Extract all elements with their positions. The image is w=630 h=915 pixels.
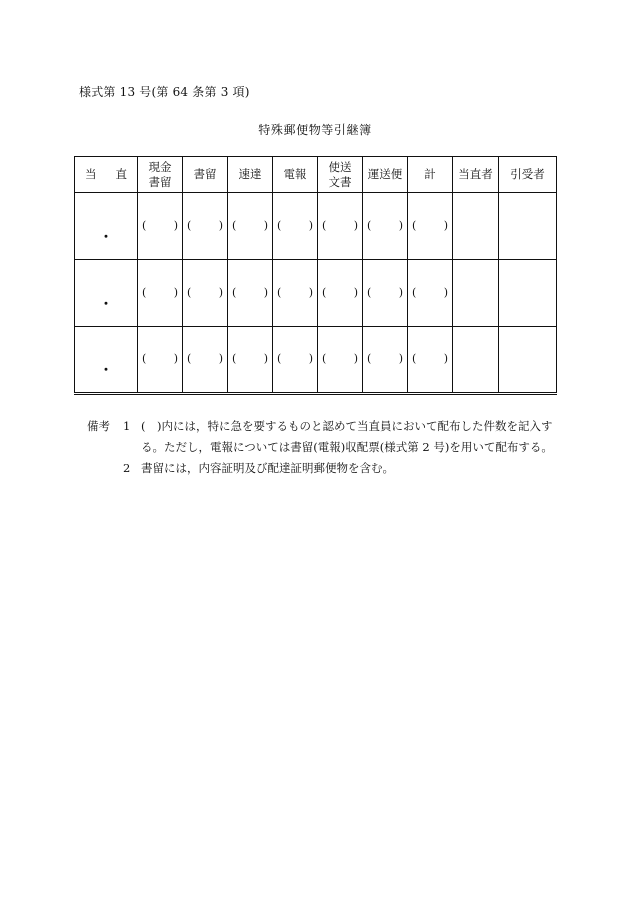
paren-open: ( <box>232 352 237 365</box>
table-row <box>75 193 557 260</box>
urgent-count-parentheses <box>363 219 407 234</box>
column-header-line: 書留 <box>193 167 217 181</box>
paren-open: ( <box>322 285 327 299</box>
paren-close: ) <box>173 285 178 299</box>
document-title: 特殊郵便物等引継簿 <box>258 123 372 137</box>
remarks-label: 備考 <box>87 419 110 433</box>
paren-open: ( <box>367 285 372 299</box>
receiver-cell[interactable] <box>499 260 557 327</box>
paren-close: ) <box>218 285 223 299</box>
handover-ledger-table <box>74 156 557 395</box>
remark-item <box>87 458 557 479</box>
count-cell[interactable] <box>318 193 363 260</box>
paren-open: ( <box>277 218 282 232</box>
count-cell[interactable] <box>318 260 363 327</box>
receiver-cell[interactable] <box>499 327 557 394</box>
remark-number: 1 <box>123 419 131 433</box>
column-header-transport <box>363 157 408 193</box>
duty-date-cell[interactable] <box>75 193 138 260</box>
paren-open: ( <box>187 352 192 365</box>
count-cell[interactable] <box>228 327 273 394</box>
table-header-row <box>75 157 557 193</box>
paren-close: ) <box>398 285 403 299</box>
receiver-cell[interactable] <box>499 193 557 260</box>
urgent-count-parentheses <box>228 286 272 301</box>
column-header-line: 使送 <box>328 159 352 174</box>
count-cell[interactable] <box>138 193 183 260</box>
date-separator-dot: ・ <box>99 229 113 245</box>
column-header-line: 速達 <box>238 167 262 181</box>
count-cell[interactable] <box>183 327 228 394</box>
count-cell[interactable] <box>408 193 453 260</box>
urgent-count-parentheses <box>363 352 407 367</box>
date-header-char-1: 当 <box>85 167 97 181</box>
paren-open: ( <box>322 352 327 365</box>
count-cell[interactable] <box>138 260 183 327</box>
paren-close: ) <box>263 352 268 365</box>
paren-close: ) <box>443 352 448 365</box>
paren-close: ) <box>353 218 358 232</box>
column-header-registered <box>183 157 228 193</box>
paren-open: ( <box>187 218 192 232</box>
paren-close: ) <box>173 218 178 232</box>
column-header-line: 現金 <box>148 159 172 174</box>
paren-close: ) <box>398 352 403 365</box>
column-header-courier-documents <box>318 157 363 193</box>
paren-close: ) <box>308 285 313 299</box>
duty-date-cell[interactable] <box>75 260 138 327</box>
count-cell[interactable] <box>363 260 408 327</box>
urgent-count-parentheses <box>273 286 317 301</box>
column-header-duty-date <box>75 157 138 193</box>
urgent-count-parentheses <box>138 286 182 301</box>
urgent-count-parentheses <box>228 219 272 234</box>
column-header-line: 運送便 <box>367 167 403 181</box>
urgent-count-parentheses <box>408 286 452 301</box>
table-row <box>75 327 557 394</box>
count-cell[interactable] <box>363 327 408 394</box>
paren-open: ( <box>322 218 327 232</box>
paren-close: ) <box>398 218 403 232</box>
count-cell[interactable] <box>408 327 453 394</box>
paren-open: ( <box>277 285 282 299</box>
paren-close: ) <box>263 218 268 232</box>
count-cell[interactable] <box>318 327 363 394</box>
paren-close: ) <box>353 352 358 365</box>
urgent-count-parentheses <box>138 352 182 367</box>
urgent-count-parentheses <box>183 286 227 301</box>
column-header-express <box>228 157 273 193</box>
paren-open: ( <box>412 218 417 232</box>
column-header-cash-registered <box>138 157 183 193</box>
count-cell[interactable] <box>228 193 273 260</box>
paren-open: ( <box>232 285 237 299</box>
count-cell[interactable] <box>228 260 273 327</box>
urgent-count-parentheses <box>273 352 317 367</box>
paren-close: ) <box>218 218 223 232</box>
date-header-char-2: 直 <box>115 167 127 181</box>
urgent-count-parentheses <box>273 219 317 234</box>
column-header-line: 引受者 <box>510 167 545 181</box>
column-header-line: 文書 <box>328 174 352 189</box>
count-cell[interactable] <box>273 193 318 260</box>
column-header-telegram <box>273 157 318 193</box>
paren-close: ) <box>308 218 313 232</box>
urgent-count-parentheses <box>318 219 362 234</box>
remark-text: 書留には，内容証明及び配達証明郵便物を含む。 <box>141 461 394 475</box>
paren-open: ( <box>142 218 147 232</box>
date-separator-dot: ・ <box>99 296 113 312</box>
urgent-count-parentheses <box>408 219 452 234</box>
date-separator-dot: ・ <box>99 363 113 378</box>
duty-officer-cell[interactable] <box>453 327 499 394</box>
duty-officer-cell[interactable] <box>453 193 499 260</box>
urgent-count-parentheses <box>138 219 182 234</box>
count-cell[interactable] <box>138 327 183 394</box>
count-cell[interactable] <box>273 327 318 394</box>
paren-close: ) <box>218 352 223 365</box>
urgent-count-parentheses <box>228 352 272 367</box>
paren-open: ( <box>142 352 147 365</box>
count-cell[interactable] <box>273 260 318 327</box>
urgent-count-parentheses <box>363 286 407 301</box>
column-header-total <box>408 157 453 193</box>
paren-open: ( <box>367 352 372 365</box>
paren-open: ( <box>412 285 417 299</box>
paren-close: ) <box>263 285 268 299</box>
count-cell[interactable] <box>363 193 408 260</box>
urgent-count-parentheses <box>318 286 362 301</box>
column-header-line: 電報 <box>283 167 307 181</box>
column-header-duty-officer <box>453 157 499 193</box>
urgent-count-parentheses <box>318 352 362 367</box>
column-header-line: 書留 <box>148 174 172 189</box>
remarks-section <box>87 416 557 479</box>
remark-number: 2 <box>123 461 131 475</box>
paren-open: ( <box>142 285 147 299</box>
urgent-count-parentheses <box>183 352 227 367</box>
remark-text: ( )内には，特に急を要するものと認めて当直員において配布した件数を記入する。ただし，電報については書留(電報)収配票(様式第 2 号)を用いて配布する。 <box>141 419 553 454</box>
column-header-line: 計 <box>424 167 436 181</box>
paren-open: ( <box>367 218 372 232</box>
duty-date-cell[interactable] <box>75 327 138 394</box>
count-cell[interactable] <box>183 193 228 260</box>
paren-close: ) <box>173 352 178 365</box>
form-number: 様式第 13 号(第 64 条第 3 項) <box>79 85 250 99</box>
paren-open: ( <box>232 218 237 232</box>
paren-open: ( <box>412 352 417 365</box>
count-cell[interactable] <box>408 260 453 327</box>
column-header-line: 当直者 <box>458 167 493 181</box>
duty-officer-cell[interactable] <box>453 260 499 327</box>
column-header-receiver <box>499 157 557 193</box>
paren-close: ) <box>443 285 448 299</box>
count-cell[interactable] <box>183 260 228 327</box>
paren-open: ( <box>187 285 192 299</box>
paren-close: ) <box>443 218 448 232</box>
paren-open: ( <box>277 352 282 365</box>
table-row <box>75 260 557 327</box>
urgent-count-parentheses <box>183 219 227 234</box>
paren-close: ) <box>353 285 358 299</box>
urgent-count-parentheses <box>408 352 452 367</box>
remark-item <box>87 416 557 458</box>
paren-close: ) <box>308 352 313 365</box>
